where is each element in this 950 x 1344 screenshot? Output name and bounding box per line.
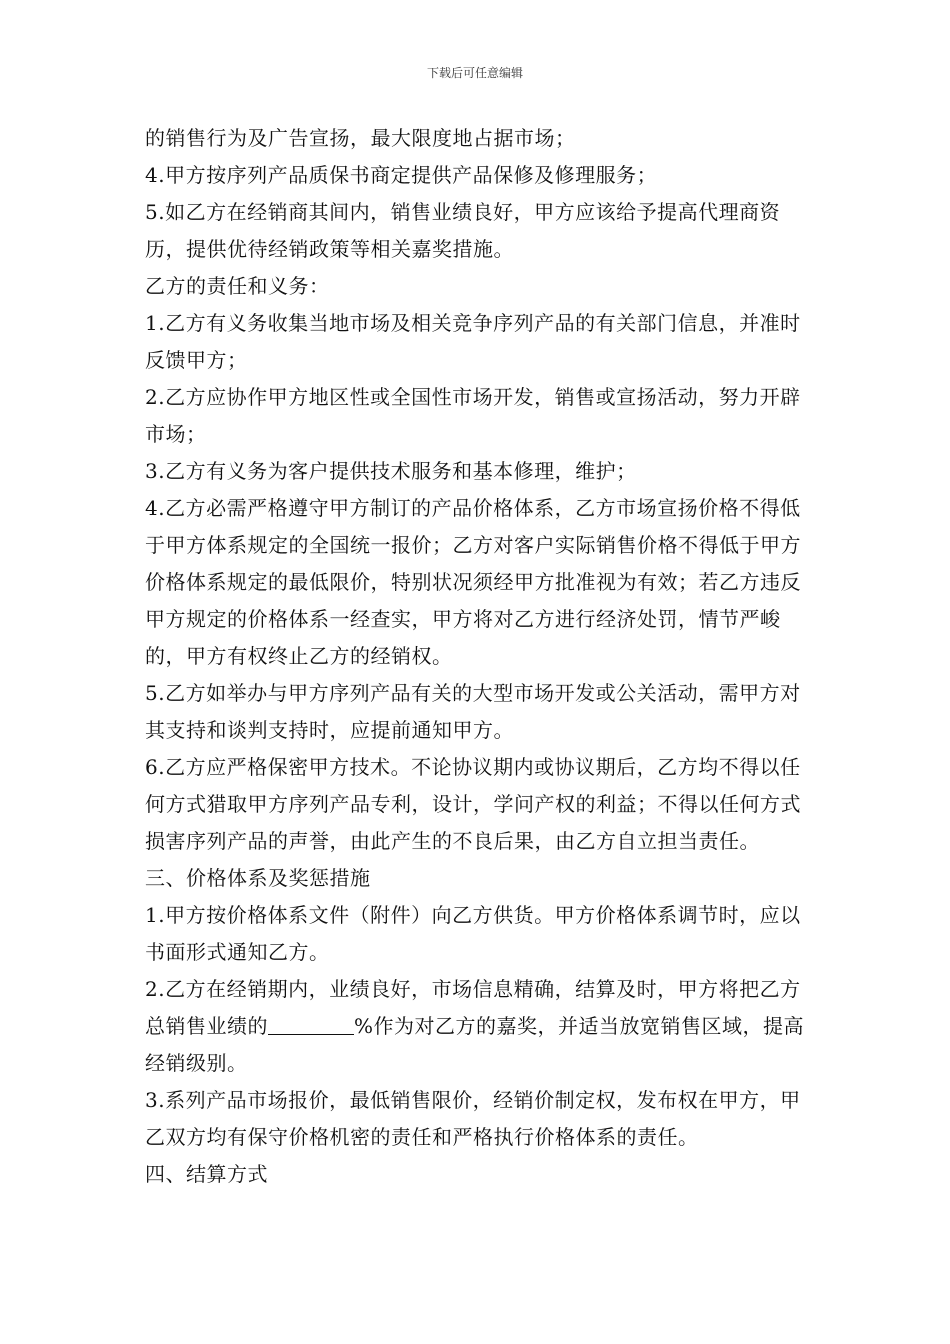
paragraph: 5.如乙方在经销商其间内，销售业绩良好，甲方应该给予提高代理商资历，提供优待经销政策等相关嘉奖措施。 <box>145 200 781 261</box>
paragraph-text-before-blank: 2.乙方在经销期内，业绩良好，市场信息精确，结算及时，甲方将把乙方总销售业绩的 <box>145 977 801 1038</box>
paragraph: 2.乙方应协作甲方地区性或全国性市场开发，销售或宣扬活动，努力开辟市场； <box>145 385 801 446</box>
section-heading: 乙方的责任和义务： <box>145 274 330 298</box>
paragraph: 1.乙方有义务收集当地市场及相关竞争序列产品的有关部门信息，并准时反馈甲方； <box>145 311 801 372</box>
paragraph: 4.乙方必需严格遵守甲方制订的产品价格体系，乙方市场宣扬价格不得低于甲方体系规定的全国统一报价；乙方对客户实际销售价格不得低于甲方价格体系规定的最低限价，特别状况须经甲方批准视为有效；若乙方违反甲方规定的价格体系一经查实，甲方将对乙方进行经济处罚，情节严峻的，甲方有权终止乙方的经销权。 <box>145 496 801 668</box>
paragraph: 1.甲方按价格体系文件（附件）向乙方供货。甲方价格体系调节时，应以书面形式通知乙方。 <box>145 903 801 964</box>
paragraph: 6.乙方应严格保密甲方技术。不论协议期内或协议期后，乙方均不得以任何方式猎取甲方序列产品专利，设计，学问产权的利益；不得以任何方式损害序列产品的声誉，由此产生的不良后果，由乙方自立担当责任。 <box>145 755 801 853</box>
paragraph: 3.乙方有义务为客户提供技术服务和基本修理，维护； <box>145 459 637 483</box>
document-body <box>145 120 815 1193</box>
paragraph: 3.系列产品市场报价，最低销售限价，经销价制定权，发布权在甲方，甲乙双方均有保守价格机密的责任和严格执行价格体系的责任。 <box>145 1088 801 1149</box>
page-header-note: 下载后可任意编辑 <box>426 66 523 80</box>
paragraph: 的销售行为及广告宣扬，最大限度地占据市场； <box>145 126 576 150</box>
paragraph-text-after-blank: %作为对乙方的嘉奖，并适当放宽销售区域，提高经销级别。 <box>145 1014 805 1075</box>
paragraph: 5.乙方如举办与甲方序列产品有关的大型市场开发或公关活动，需甲方对其支持和谈判支持时，应提前通知甲方。 <box>145 681 801 742</box>
section-heading: 三、价格体系及奖惩措施 <box>145 866 371 890</box>
fill-in-blank <box>268 1014 354 1035</box>
paragraph: 4.甲方按序列产品质保书商定提供产品保修及修理服务； <box>145 163 658 187</box>
paragraph-with-blank <box>145 971 815 1082</box>
section-heading: 四、结算方式 <box>145 1162 268 1186</box>
